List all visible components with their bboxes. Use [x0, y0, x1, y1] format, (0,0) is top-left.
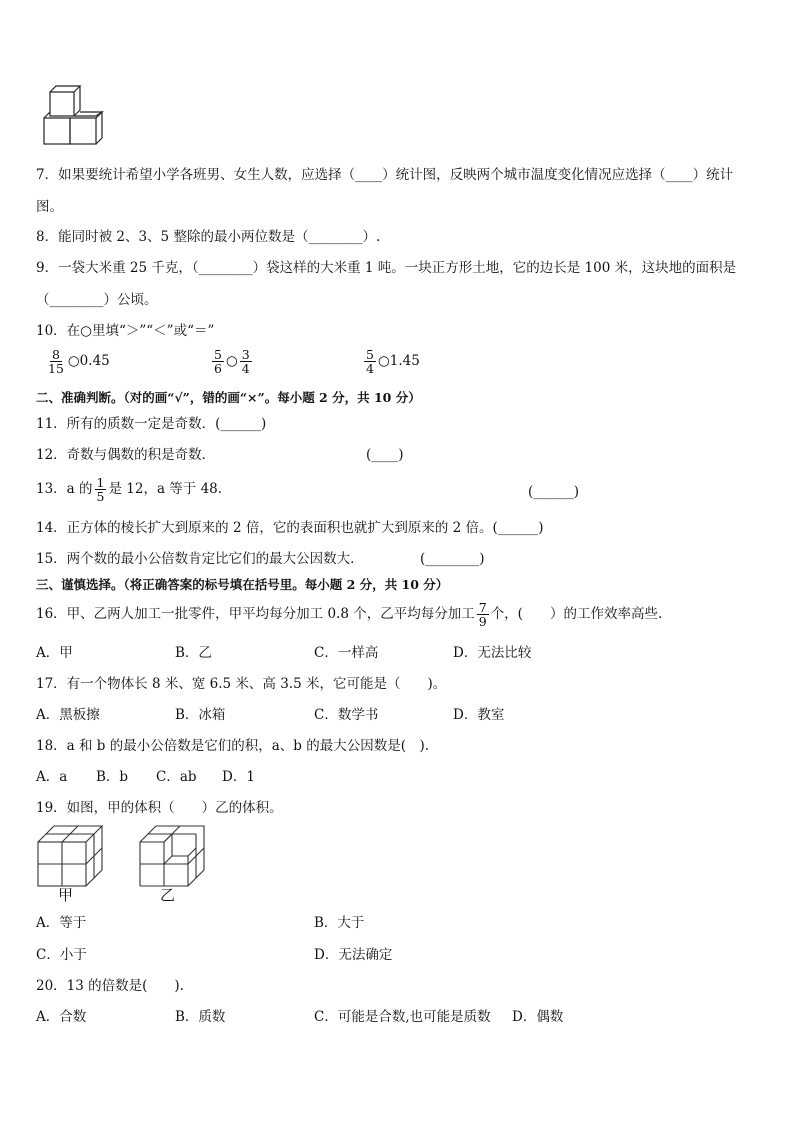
- cube-figure-yi: [138, 824, 208, 890]
- q8: 8．能同时被 2、3、5 整除的最小两位数是（________）.: [36, 229, 381, 245]
- q10-item-2: $\frac{5}{6}$ ○ $\frac{3}{4}$: [214, 347, 250, 376]
- q14: 14．正方体的棱长扩大到原来的 2 倍，它的表面积也就扩大到原来的 2 倍。(______): [36, 520, 544, 536]
- q20-option-b: B．质数: [175, 1009, 226, 1025]
- section-2-heading: 二、准确判断。（对的画“√”，错的画“×”。每小题 2 分，共 10 分）: [36, 390, 421, 405]
- q10-item-1: $\frac{8}{15}$ ○0.45: [48, 347, 110, 376]
- q20-option-c: C．可能是合数,也可能是质数: [314, 1009, 491, 1025]
- fraction: $\frac{3}{4}$: [241, 347, 250, 376]
- fraction: $\frac{1}{5}$: [96, 475, 105, 504]
- q17-option-a: A．黑板擦: [36, 707, 100, 723]
- q16-option-b: B．乙: [175, 645, 212, 661]
- fraction: $\frac{7}{9}$: [478, 600, 487, 629]
- q10-item-3: $\frac{5}{4}$ ○1.45: [366, 347, 420, 376]
- figure-label-yi: 乙: [160, 886, 176, 904]
- cube-stack-figure: [42, 86, 108, 148]
- fraction: $\frac{8}{15}$: [48, 347, 64, 376]
- fraction: $\frac{5}{6}$: [214, 347, 222, 376]
- fraction: $\frac{5}{4}$: [366, 347, 374, 376]
- section-3-heading: 三、谨慎选择。（将正确答案的标号填在括号里。每小题 2 分，共 10 分）: [36, 577, 449, 592]
- q18-option-a: A．a: [36, 769, 68, 785]
- q18-option-b: B．b: [96, 769, 129, 785]
- q16-option-d: D．无法比较: [453, 645, 532, 661]
- q19-option-b: B．大于: [314, 915, 365, 931]
- q19-stem: 19．如图，甲的体积（ ）乙的体积。: [36, 800, 283, 816]
- q17-stem: 17．有一个物体长 8 米、宽 6.5 米、高 3.5 米，它可能是（ )。: [36, 676, 447, 692]
- q12: 12．奇数与偶数的积是奇数．: [36, 447, 216, 463]
- q17-option-c: C．数学书: [314, 707, 379, 723]
- q13: 13．a 的 $\frac{1}{5}$ 是 12，a 等于 48.: [36, 475, 223, 504]
- q15: 15．两个数的最小公倍数肯定比它们的最大公因数大．: [36, 551, 364, 567]
- q10-stem: 10．在○里填“＞”“＜”或“＝”: [36, 323, 215, 339]
- q18-option-c: C．ab: [156, 769, 197, 785]
- q19-option-a: A．等于: [36, 915, 87, 931]
- q16-option-c: C．一样高: [314, 645, 379, 661]
- q20-stem: 20．13 的倍数是( ).: [36, 978, 184, 994]
- q18-option-d: D．1: [222, 769, 255, 785]
- q9-line1: 9．一袋大米重 25 千克，（________）袋这样的大米重 1 吨。一块正方形土地，它的边长是 100 米，这块地的面积是: [36, 260, 737, 276]
- q20-option-a: A．合数: [36, 1009, 87, 1025]
- q15-blank: (________): [420, 551, 485, 567]
- figure-label-jia: 甲: [58, 886, 74, 904]
- q16-stem: 16．甲、乙两人加工一批零件，甲平均每分加工 0.8 个，乙平均每分加工 $\frac{7}{9}$ 个，( ）的工作效率高些.: [36, 600, 663, 629]
- q17-option-d: D．教室: [453, 707, 505, 723]
- q12-blank: (____): [366, 447, 404, 463]
- q16-option-a: A．甲: [36, 645, 73, 661]
- q18-stem: 18．a 和 b 的最小公倍数是它们的积，a、b 的最大公因数是( ).: [36, 738, 430, 754]
- q17-option-b: B．冰箱: [175, 707, 226, 723]
- q9-line2: （________）公顷。: [36, 292, 158, 308]
- cube-figure-jia: [36, 824, 106, 890]
- q7-line1: 7．如果要统计希望小学各班男、女生人数，应选择（____）统计图，反映两个城市温度变化情况应选择（____）统计: [36, 167, 734, 183]
- q11: 11．所有的质数一定是奇数．(______): [36, 416, 267, 432]
- q20-option-d: D．偶数: [512, 1009, 564, 1025]
- q13-blank: (______): [528, 484, 580, 500]
- q19-option-c: C．小于: [36, 947, 87, 963]
- q7-line2: 图。: [36, 199, 63, 215]
- q19-option-d: D．无法确定: [314, 947, 393, 963]
